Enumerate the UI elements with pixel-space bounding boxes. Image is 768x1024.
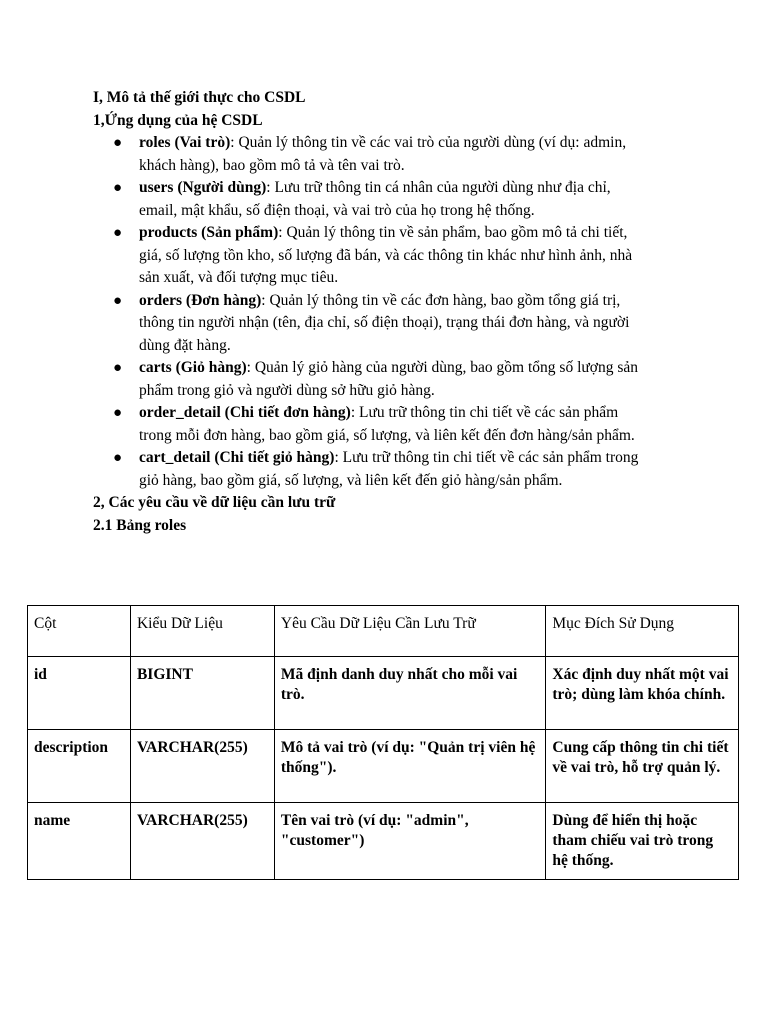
entity-term: order_detail (Chi tiết đơn hàng) [139, 404, 351, 421]
list-item [93, 290, 639, 358]
column-header: Mục Đích Sử Dụng [546, 606, 739, 657]
column-header: Yêu Cầu Dữ Liệu Cần Lưu Trữ [274, 606, 545, 657]
list-item [93, 402, 639, 447]
table-cell: Tên vai trò (ví dụ: "admin", "customer") [274, 803, 545, 880]
column-header: Cột [28, 606, 131, 657]
table-row [28, 730, 739, 803]
table-heading: 2.1 Bảng roles [93, 516, 187, 534]
entity-description: : Quản lý thông tin về sản phẩm, bao gồm mô tả chi tiết, giá, số lượng tồn kho, số lượng đã bán, và các thông tin khác như hình ảnh, nhà sản xuất, và đối tượng mục tiêu. [139, 224, 633, 286]
entity-description: : Quản lý thông tin về các vai trò của người dùng (ví dụ: admin, khách hàng), bao gồm mô tả và tên vai trò. [139, 134, 627, 174]
table-cell: VARCHAR(255) [130, 730, 274, 803]
entity-description: : Quản lý thông tin về các đơn hàng, bao gồm tổng giá trị, thông tin người nhận (tên, địa chỉ, số điện thoại), trạng thái đơn hàng, và người dùng đặt hàng. [139, 291, 630, 354]
bullet-icon: ● [113, 225, 123, 241]
table-cell: Xác định duy nhất một vai trò; dùng làm khóa chính. [546, 657, 739, 730]
entity-term: orders (Đơn hàng) [139, 291, 262, 309]
document-body [93, 87, 693, 537]
table-cell: BIGINT [130, 657, 274, 730]
bullet-icon: ● [113, 292, 123, 309]
table-cell: Dùng để hiển thị hoặc tham chiếu vai trò trong hệ thống. [546, 803, 739, 880]
table-cell: description [28, 730, 131, 803]
entity-term: cart_detail (Chi tiết giỏ hàng) [139, 449, 335, 466]
entity-term: users (Người dùng) [139, 179, 267, 196]
bullet-icon: ● [113, 135, 123, 151]
column-header: Kiểu Dữ Liệu [130, 606, 274, 657]
table-cell: id [28, 657, 131, 730]
list-item [93, 357, 639, 402]
table-header-row [28, 606, 739, 657]
table-row [28, 803, 739, 880]
entity-description: : Lưu trữ thông tin cá nhân của người dùng như địa chỉ, email, mật khẩu, số điện thoại, và vai trò của họ trong hệ thống. [139, 179, 611, 219]
roles-table [27, 605, 739, 880]
list-item [93, 132, 639, 177]
entity-list [93, 132, 693, 492]
table-cell: name [28, 803, 131, 880]
list-item [93, 177, 639, 222]
subsection-heading-1: 1,Ứng dụng của hệ CSDL [93, 111, 263, 129]
table-cell: Cung cấp thông tin chi tiết về vai trò, hỗ trợ quản lý. [546, 730, 739, 803]
bullet-icon: ● [113, 450, 123, 466]
entity-description: : Quản lý giỏ hàng của người dùng, bao gồm tổng số lượng sản phẩm trong giỏ và người dùng sở hữu giỏ hàng. [139, 359, 639, 399]
table-cell: VARCHAR(255) [130, 803, 274, 880]
section-heading-2: 2, Các yêu cầu về dữ liệu cần lưu trữ [93, 494, 336, 511]
entity-description: : Lưu trữ thông tin chi tiết về các sản phẩm trong mỗi đơn hàng, bao gồm giá, số lượng, và liên kết đến đơn hàng/sản phẩm. [139, 404, 635, 444]
table-cell: Mô tả vai trò (ví dụ: "Quản trị viên hệ thống"). [274, 730, 545, 803]
entity-term: roles (Vai trò) [139, 134, 231, 151]
bullet-icon: ● [113, 405, 123, 421]
bullet-icon: ● [113, 360, 123, 376]
bullet-icon: ● [113, 180, 123, 196]
entity-term: carts (Giỏ hàng) [139, 359, 247, 376]
list-item [93, 447, 639, 492]
section-heading-1: I, Mô tả thế giới thực cho CSDL [93, 89, 306, 106]
entity-description: : Lưu trữ thông tin chi tiết về các sản phẩm trong giỏ hàng, bao gồm giá, số lượng, và liên kết đến giỏ hàng/sản phẩm. [139, 449, 639, 489]
table-row [28, 657, 739, 730]
entity-term: products (Sản phẩm) [139, 224, 279, 241]
table-cell: Mã định danh duy nhất cho mỗi vai trò. [274, 657, 545, 730]
list-item [93, 222, 639, 290]
